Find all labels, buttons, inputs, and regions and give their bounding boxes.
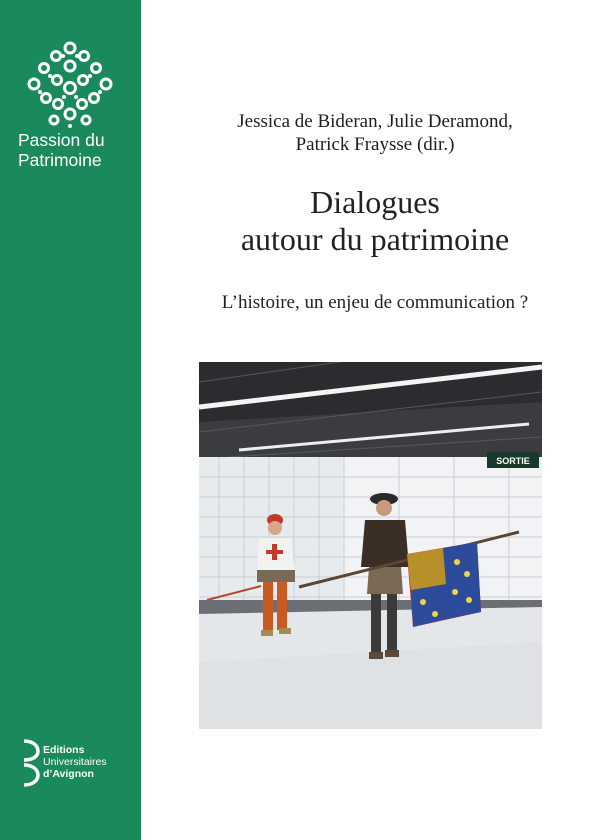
publisher-logo: [22, 737, 137, 797]
book-title: [160, 184, 590, 258]
publisher-line3: d’Avignon: [43, 768, 94, 780]
series-logo-icon: [24, 38, 116, 130]
exit-sign-text: SORTIE: [496, 456, 530, 466]
book-subtitle: L’histoire, un enjeu de communication ?: [221, 292, 529, 313]
series-sidebar: [0, 0, 141, 840]
authors-line1: Jessica de Bideran, Julie Deramond,: [237, 111, 513, 132]
series-title-line1: Passion du: [18, 130, 105, 150]
authors-line2: Patrick Fraysse (dir.): [295, 134, 455, 155]
book-title-line2: autour du patrimoine: [240, 221, 510, 257]
series-title: [18, 130, 138, 170]
publisher-line2: Universitaires: [43, 756, 107, 768]
book-title-line1: Dialogues: [310, 184, 440, 220]
publisher-line1: Editions: [43, 744, 85, 756]
publisher-mark-icon: [22, 737, 40, 789]
series-title-line2: Patrimoine: [18, 150, 102, 170]
cover-photo: [199, 362, 542, 729]
authors: [160, 110, 590, 156]
